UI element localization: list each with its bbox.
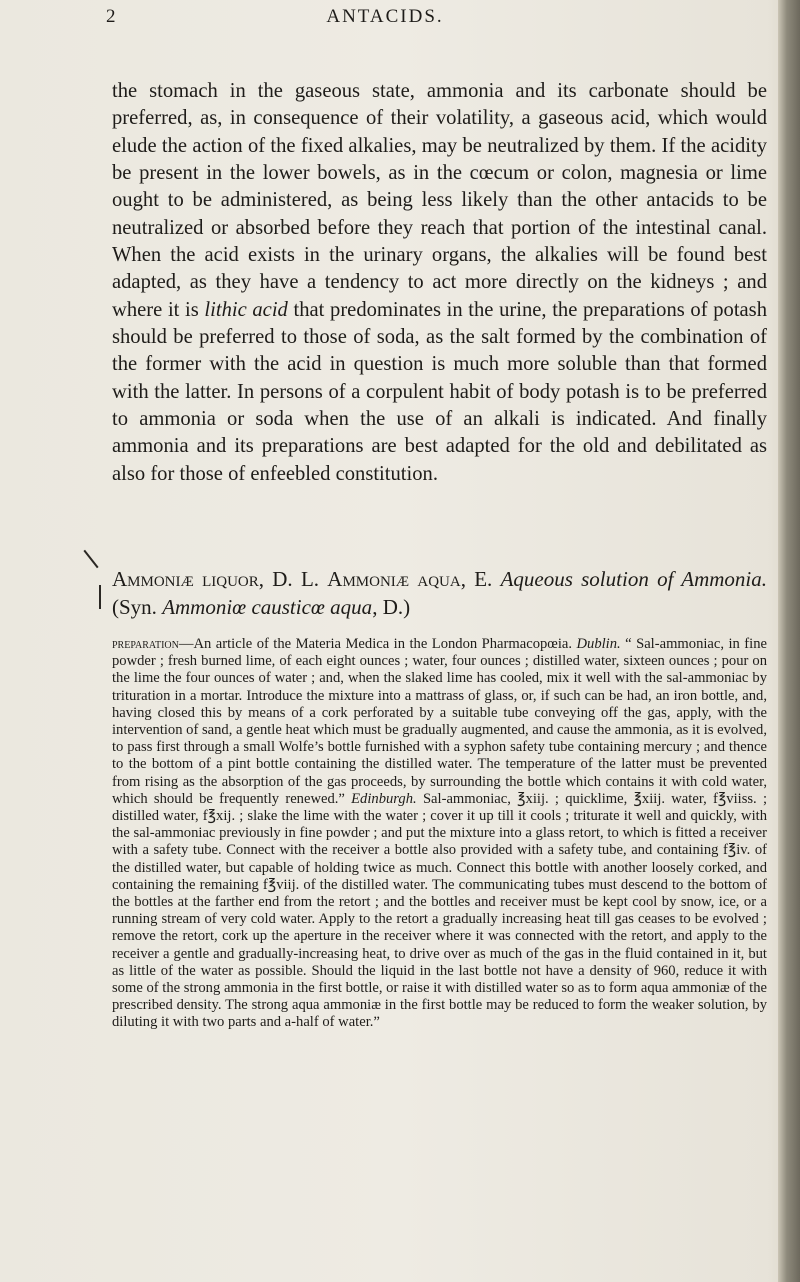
heading-sep-1: , D. L.: [258, 567, 328, 591]
body-text-part-1: the stomach in the gaseous state, ammonia and its carbonate should be preferred, as, in consequence of their volatility, a gaseous acid, which would elude the action of the fixed alkalies, may be neutralized by them. If the acidity be present in the lower bowels, as in the cœcum or colon, magnesia or lime ought to be administered, as being less likely than the other antacids to be neutralized or absorbed before they reach that portion of the intestinal canal. When the acid exists in the urinary organs, the alkalies will be found best adapted, as they have a tendency to act more directly on the kidneys ; and where it is: [112, 80, 767, 321]
dublin-label: Dublin.: [576, 636, 621, 652]
preparation-intro: —An article of the Materia Medica in the London Pharmacopœia.: [178, 636, 577, 652]
heading-ammoniae-aqua: Ammoniæ aqua: [327, 567, 461, 591]
edinburgh-text: Sal-ammoniac, ℥xiij. ; quicklime, ℥xiij. water, f℥viiss. ; distilled water, f℥xij. ; slake the lime with the water ; cover it up till it cools ; triturate it well and quickly, with the sal-ammoniac previously in fine powder ; and put the mixture into a glass retort, to which is fitted a receiver with a safety tube. Connect with the receiver a bottle also provided with a safety tube, and containing f℥iv. of the distilled water, but capable of holding twice as much. Connect this bottle with another loosely corked, and containing the remaining f℥viij. of the distilled water. The communicating tubes must descend to the bottom of the bottles at the farther end from the retort ; and the bottles and receiver must be kept cool by snow, ice, or a running stream of very cold water. Apply to the retort a gradually increasing heat till gas ceases to be evolved ; remove the retort, cork up the aperture in the receiver where it was connected with the retort, and apply to the receiver a gentle and gradually-increasing heat, to drive over as much of the gas in the fluid contained in it, but as little of the water as possible. Should the liquid in the last bottle not have a density of 960, reduce it with some of the strong ammonia in the first bottle, or raise it with distilled water so as to form aqua ammoniæ of the prescribed density. The strong aqua ammoniæ in the first bottle may be reduced to form the weaker solution, by diluting it with two parts and a-half of water.”: [112, 790, 768, 1031]
heading-syn-term: Ammoniœ causticœ aqua: [162, 594, 373, 619]
preparation-paragraph: [112, 636, 767, 1032]
margin-pencil-mark: [83, 550, 98, 569]
heading-syn-close: , D.): [372, 594, 411, 619]
heading-sep-2: , E.: [460, 567, 501, 591]
dublin-text: “ Sal-ammoniac, in fine powder ; fresh burned lime, of each eight ounces ; water, four ounces ; distilled water, sixteen ounces ; pour on the lime the four ounces of water ; and, when the slaked lime has cooled, mix it well with the sal-ammoniac by trituration in a mortar. Introduce the mixture into a mattrass of glass, or, if such can be had, an iron bottle, and, having closed this by means of a cork perforated by a suitable tube conveying off the gas, apply, with the intervention of sand, a gentle heat which must be gradually augmented, and cause the ammonia, as it is evolved, to pass first through a small Wolfe’s bottle furnished with a syphon safety tube containing mercury ; and thence to the bottom of a pint bottle containing the distilled water. The temperature of the latter must be prevented from rising as the absorption of the gas proceeds, by surrounding the bottle which contains it with cold water, which should be frequently renewed.”: [112, 636, 767, 807]
heading-syn-open: (Syn.: [112, 594, 163, 619]
page-number: 2: [106, 6, 116, 27]
body-text-part-2: that predominates in the urine, the preparations of potash should be preferred to those of soda, as the salt formed by the combination of the former with the acid in question is much more soluble than that formed with the latter. In persons of a corpulent habit of body potash is to be preferred to ammonia or soda when the use of an alkali is indicated. And finally ammonia and its preparations are best adapted for the old and debilitated as also for those of enfeebled constitution.: [112, 298, 767, 485]
page-edge-shadow: [778, 0, 800, 1282]
heading-ammoniae-liquor: Ammoniæ liquor: [112, 567, 259, 591]
heading-aqueous-solution: Aqueous solution of Ammonia.: [500, 567, 768, 591]
margin-pencil-mark-2: [99, 585, 101, 609]
body-paragraph: [112, 78, 767, 488]
section-heading: [112, 566, 767, 621]
running-head: ANTACIDS.: [326, 6, 444, 27]
page-header: [0, 6, 770, 36]
preparation-label: preparation: [112, 636, 179, 652]
edinburgh-label: Edinburgh.: [351, 790, 417, 807]
lithic-acid-term: lithic acid: [204, 298, 288, 321]
